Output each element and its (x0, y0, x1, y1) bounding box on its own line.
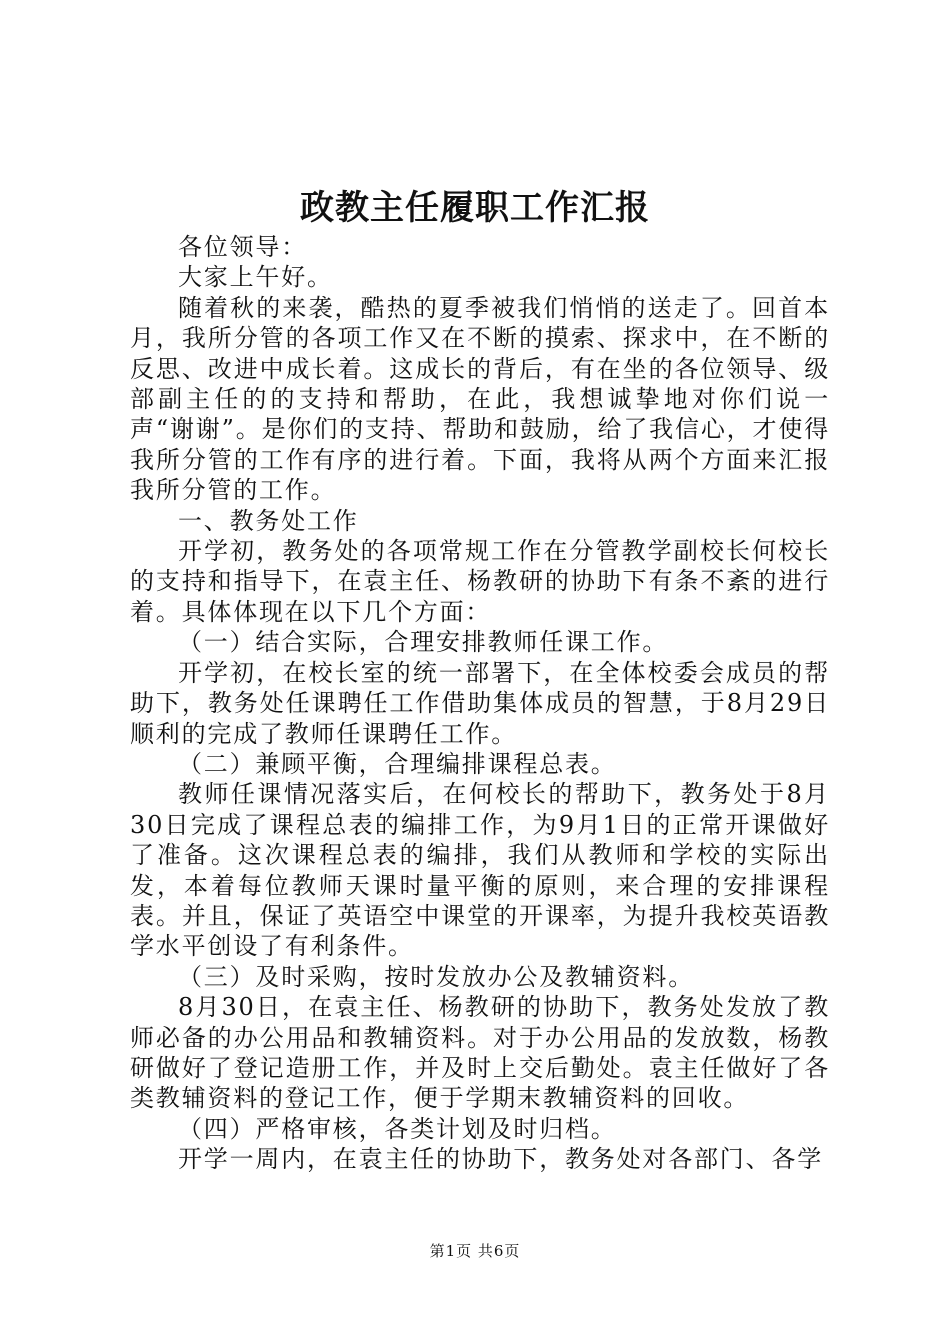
subsection-heading-1: （一）结合实际，合理安排教师任课工作。 (178, 628, 669, 657)
greeting-line: 各位领导： (178, 233, 307, 261)
section-1-intro-paragraph: 开学初，教务处的各项常规工作在分管教学副校长何校长的支持和指导下，在袁主任、杨教研的协助下有条不紊的进行着。具体体现在以下几个方面： (130, 537, 830, 626)
salutation-line: 大家上午好。 (178, 263, 333, 292)
subsection-heading-3: （三）及时采购，按时发放办公及教辅资料。 (178, 962, 694, 991)
intro-paragraph: 随着秋的来袭，酷热的夏季被我们悄悄的送走了。回首本月，我所分管的各项工作又在不断的摸索、探求中，在不断的反思、改进中成长着。这成长的背后，有在坐的各位领导、级部副主任的的支持和帮助，在此，我想诚挚地对你们说一声“谢谢”。是你们的支持、帮助和鼓励，给了我信心，才使得我所分管的工作有序的进行着。下面，我将从两个方面来汇报我所分管的工作。 (130, 293, 830, 505)
subsection-heading-2: （二）兼顾平衡，合理编排课程总表。 (178, 749, 617, 778)
subsection-heading-4: （四）严格审核，各类计划及时归档。 (178, 1114, 617, 1143)
page-number-footer: 第1页 共6页 (429, 1242, 521, 1260)
section-heading-1: 一、教务处工作 (178, 506, 359, 535)
subsection-1-paragraph: 开学初，在校长室的统一部署下，在全体校委会成员的帮助下，教务处任课聘任工作借助集体成员的智慧，于8月29日顺利的完成了教师任课聘任工作。 (130, 658, 830, 748)
document-title: 政教主任履职工作汇报 (300, 188, 650, 228)
subsection-3-paragraph: 8月30日，在袁主任、杨教研的协助下，教务处发放了教师必备的办公用品和教辅资料。对于办公用品的发放数，杨教研做好了登记造册工作，并及时上交后勤处。袁主任做好了各类教辅资料的登记工作，便于学期末教辅资料的回收。 (130, 993, 830, 1113)
subsection-2-paragraph: 教师任课情况落实后，在何校长的帮助下，教务处于8月30日完成了课程总表的编排工作，为9月1日的正常开课做好了准备。这次课程总表的编排，我们从教师和学校的实际出发，本着每位教师天课时量平衡的原则，来合理的安排课程表。并且，保证了英语空中课堂的开课率，为提升我校英语教学水平创设了有利条件。 (130, 780, 830, 961)
subsection-4-paragraph: 开学一周内，在袁主任的协助下，教务处对各部门、各学 (178, 1145, 823, 1174)
document-body (130, 232, 830, 1175)
